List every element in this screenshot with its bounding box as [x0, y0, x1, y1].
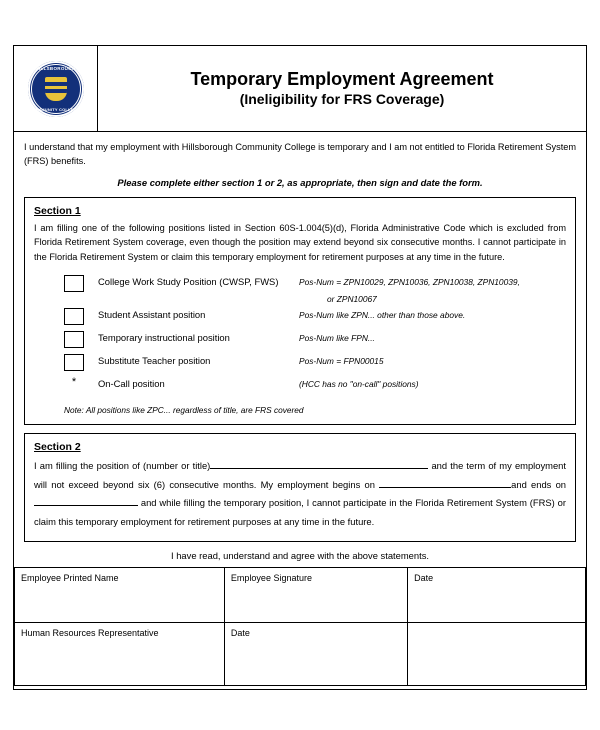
option-note-cwsp: Pos-Num = ZPN10029, ZPN10036, ZPN10038, ZPN10039,: [299, 276, 520, 287]
end-date-blank-field[interactable]: [34, 497, 138, 506]
intro-block: [14, 132, 586, 190]
option-row-student-assistant[interactable]: [64, 307, 566, 328]
section-1-options: [64, 274, 566, 397]
intro-paragraph: I understand that my employment with Hillsborough Community College is temporary and I am not entitled to Florida Retirement System (FRS) benefits.: [24, 142, 577, 167]
section-2-text-2: and the term of my employment will not exceed beyond six (6) consecutive months. My employment begins on: [34, 459, 567, 490]
checkbox-student-assistant[interactable]: [64, 308, 84, 325]
checkbox-temporary-instructional[interactable]: [64, 331, 84, 348]
option-note-on-call: (HCC has no "on-call" positions): [299, 378, 419, 389]
option-label-student-assistant: Student Assistant position: [98, 308, 206, 320]
logo-cell: [14, 46, 98, 131]
section-2-text-1: I am filling the position of (number or title): [34, 459, 211, 471]
hcc-seal-icon: [28, 61, 84, 117]
shield-bar-2: [45, 89, 67, 93]
option-label-on-call: On-Call position: [98, 377, 165, 389]
employee-printed-name-cell[interactable]: [15, 568, 225, 623]
intro-instruction: Please complete either section 1 or 2, as appropriate, then sign and date the form.: [117, 176, 483, 188]
option-note-temporary-instructional: Pos-Num like FPN...: [299, 332, 375, 343]
section-2-text-3: and ends on: [511, 478, 567, 490]
seal-top-text: HILLSBOROUGH: [35, 65, 76, 71]
option-row-temporary-instructional[interactable]: [64, 330, 566, 351]
signature-table: [14, 567, 586, 686]
hr-date-label: Date: [230, 628, 250, 639]
employee-printed-name-label: Employee Printed Name: [21, 573, 119, 584]
seal-shield-icon: [45, 77, 67, 101]
employee-date-label: Date: [414, 573, 434, 584]
document-header: [14, 46, 586, 132]
table-row: [15, 623, 586, 686]
employee-signature-cell[interactable]: [224, 568, 407, 623]
agreement-statement: I have read, understand and agree with the above statements.: [171, 550, 429, 562]
checkbox-substitute-teacher[interactable]: [64, 354, 84, 371]
seal-bottom-text: COMMUNITY COLLEGE: [31, 106, 80, 112]
option-row-on-call[interactable]: [64, 376, 566, 397]
position-blank-field[interactable]: [210, 460, 428, 469]
asterisk-marker: *: [71, 375, 77, 388]
section-1-footnote: Note: All positions like ZPC... regardless of title, are FRS covered: [64, 404, 304, 415]
page-subtitle: (Ineligibility for FRS Coverage): [239, 91, 445, 108]
option-note-student-assistant: Pos-Num like ZPN... other than those above.: [299, 309, 466, 320]
section-1-label: Section 1: [34, 205, 81, 218]
option-label-cwsp: College Work Study Position (CWSP, FWS): [98, 275, 279, 287]
option-note-substitute-teacher: Pos-Num = FPN00015: [299, 355, 384, 366]
option-label-temporary-instructional: Temporary instructional position: [98, 331, 230, 343]
section-2: [24, 433, 576, 542]
option-label-substitute-teacher: Substitute Teacher position: [98, 354, 211, 366]
hr-empty-cell[interactable]: [408, 623, 586, 686]
section-2-text-4: and while filling the temporary position, I cannot participate in the Florida Retirement System (FRS) or claim this temporary employment for retirement purposes at any time in the future.: [34, 497, 566, 528]
option-row-substitute-teacher[interactable]: [64, 353, 566, 374]
document-page: [13, 45, 587, 690]
hr-date-cell[interactable]: [224, 623, 407, 686]
checkbox-cwsp[interactable]: [64, 275, 84, 292]
employee-date-cell[interactable]: [408, 568, 586, 623]
hr-representative-cell[interactable]: [15, 623, 225, 686]
section-2-label: Section 2: [34, 440, 81, 453]
table-row: [15, 568, 586, 623]
shield-bar-1: [45, 82, 67, 86]
section-2-body: [34, 457, 566, 532]
begin-date-blank-field[interactable]: [379, 479, 511, 488]
section-1: [24, 197, 576, 425]
hr-representative-label: Human Resources Representative: [21, 628, 159, 639]
page-title: Temporary Employment Agreement: [190, 68, 494, 89]
employee-signature-label: Employee Signature: [230, 573, 312, 584]
option-row-cwsp[interactable]: [64, 274, 566, 295]
section-1-body: I am filling one of the following positions listed in Section 60S-1.004(5)(d), Florida Administrative Code which is excluded from Florida Retirement System coverage, even though the position may extend beyond six consecutive months. I cannot participate in the Florida Retirement System or claim this temporary employment for retirement purposes at any time in the future.: [34, 223, 566, 262]
title-cell: [98, 46, 586, 131]
option-note-cwsp-line2: or ZPN10067: [327, 293, 377, 304]
